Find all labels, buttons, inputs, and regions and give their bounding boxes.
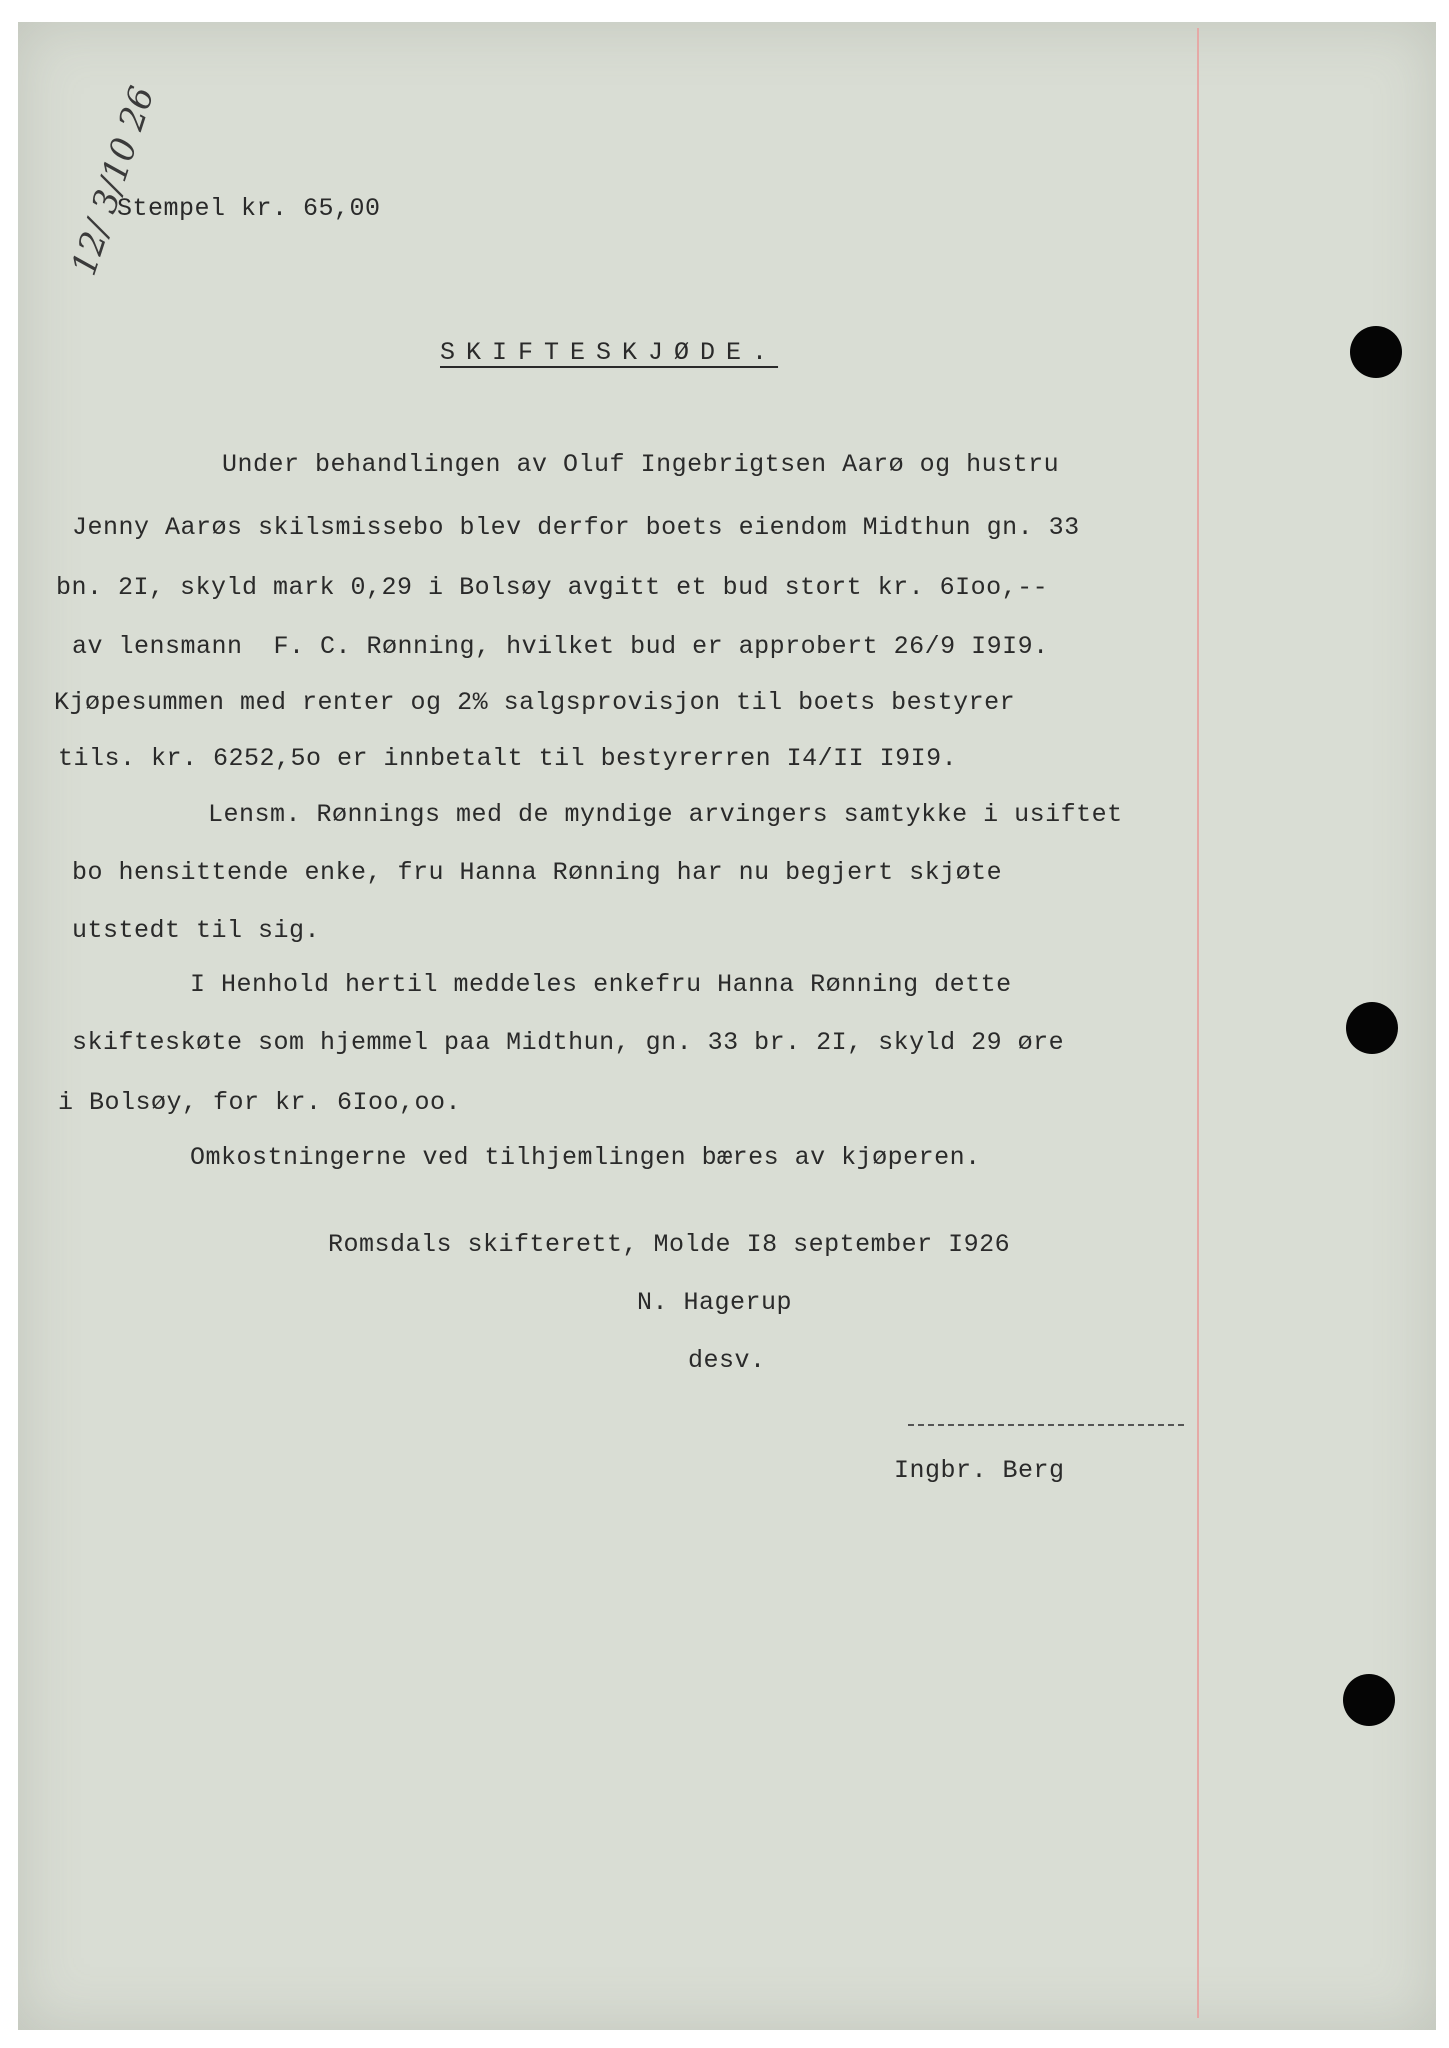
body-line: av lensmann F. C. Rønning, hvilket bud er approbert 26/9 I9I9. [72,632,1049,661]
punch-hole-bottom [1343,1674,1395,1726]
document-title: SKIFTESKJØDE. [440,338,779,367]
margin-rule [1197,28,1199,2018]
body-line: utstedt til sig. [72,916,321,945]
body-line: I Henhold hertil meddeles enkefru Hanna Rønning dette [190,970,1012,999]
signer-name: N. Hagerup [637,1288,793,1317]
body-line: Under behandlingen av Oluf Ingebrigtsen Aarø og hustru [222,450,1060,479]
body-line: Lensm. Rønnings med de myndige arvingers samtykke i usiftet [208,800,1123,829]
margin-handwritten-note: 12/ 3/10 26 [64,81,163,281]
stamp-fee-line: Stempel kr. 65,00 [117,194,381,223]
body-line: tils. kr. 6252,5o er innbetalt til bestyrerren I4/II I9I9. [58,744,958,773]
body-line: skifteskøte som hjemmel paa Midthun, gn. 33 br. 2I, skyld 29 øre [72,1028,1065,1057]
signer-suffix: desv. [688,1346,766,1375]
body-line: Kjøpesummen med renter og 2% salgsprovisjon til boets bestyrer [54,688,1016,717]
punch-hole-top [1350,326,1402,378]
body-line: bn. 2I, skyld mark 0,29 i Bolsøy avgitt et bud stort kr. 6Ioo,-- [56,573,1049,602]
punch-hole-middle [1346,1002,1398,1054]
body-line: bo hensittende enke, fru Hanna Rønning har nu begjert skjøte [72,858,1003,887]
place-date-line: Romsdals skifterett, Molde I8 september I926 [328,1230,1011,1259]
body-line: Omkostningerne ved tilhjemlingen bæres av kjøperen. [190,1143,981,1172]
body-line: i Bolsøy, for kr. 6Ioo,oo. [58,1088,462,1117]
faded-stamp-mark [470,1461,573,1500]
second-signer-name: Ingbr. Berg [894,1456,1065,1485]
body-line: Jenny Aarøs skilsmissebo blev derfor boets eiendom Midthun gn. 33 [72,513,1080,542]
signature-line [908,1424,1184,1426]
document-page [18,22,1436,2030]
